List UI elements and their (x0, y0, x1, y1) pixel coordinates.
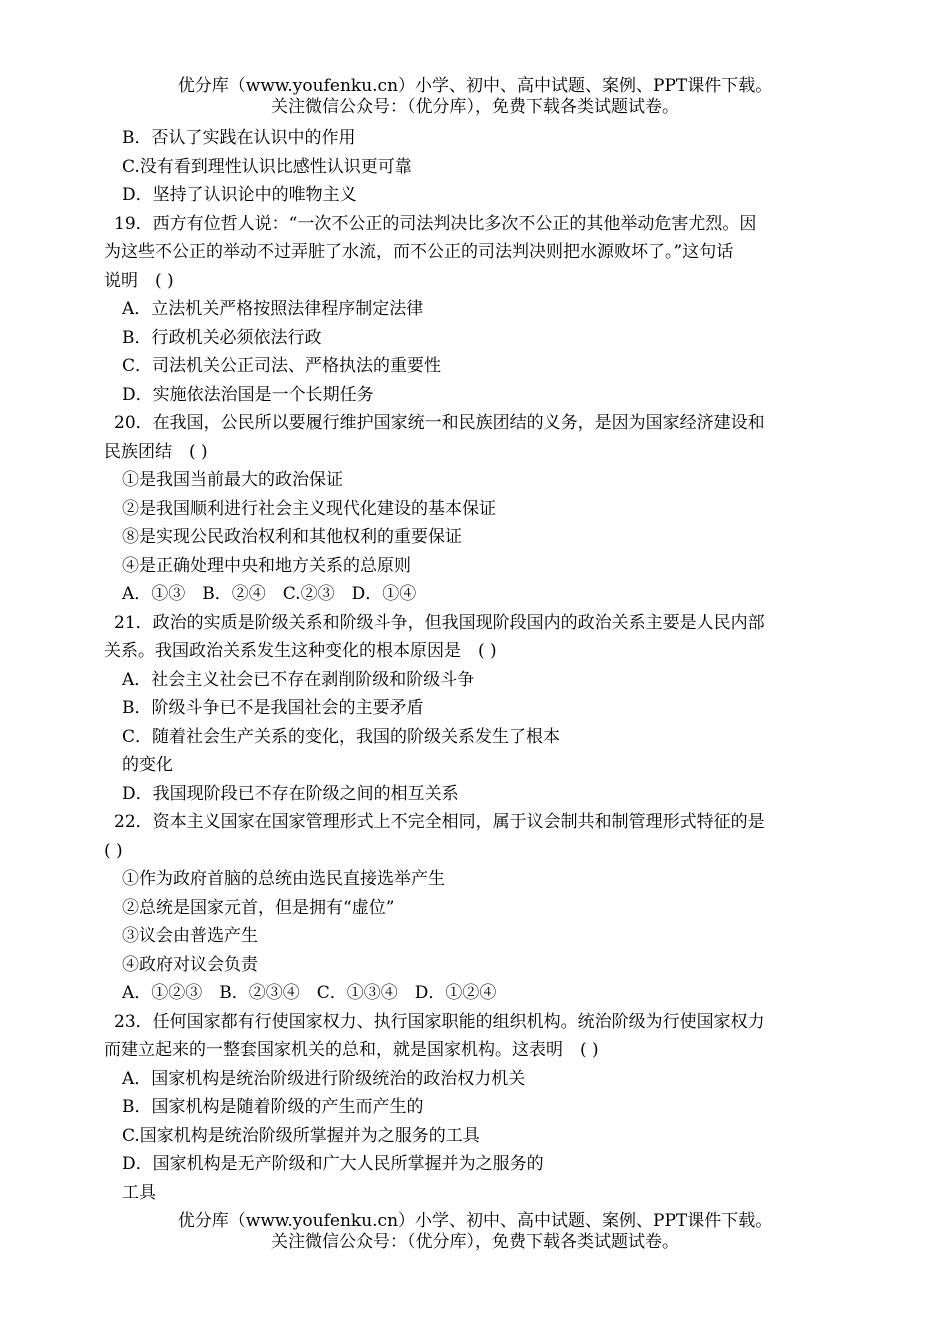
footer-line-1: 优分库（www.youfenku.cn）小学、初中、高中试题、案例、PPT课件下载。 (177, 1211, 773, 1231)
option-a: A．立法机关严格按照法律程序制定法律 (122, 299, 424, 319)
statement: ⑧是实现公民政治权利和其他权利的重要保证 (122, 527, 462, 547)
option-d: D．实施依法治国是一个长期任务 (122, 384, 374, 405)
statement: ②是我国顺利进行社会主义现代化建设的基本保证 (122, 498, 496, 519)
question-21-cont: 关系。我国政治关系发生这种变化的根本原因是 ( ) (104, 641, 497, 661)
question-22: 22．资本主义国家在国家管理形式上不完全相同，属于议会制共和制管理形式特征的是 (114, 812, 765, 832)
option-a: A．社会主义社会已不存在剥削阶级和阶级斗争 (122, 669, 475, 690)
footer-line-2: 关注微信公众号：（优分库），免费下载各类试题试卷。 (271, 1232, 679, 1252)
statement: ④是正确处理中央和地方关系的总原则 (122, 555, 411, 576)
option-c: C.国家机构是统治阶级所掌握并为之服务的工具 (122, 1125, 480, 1146)
option-d: D．国家机构是无产阶级和广大人民所掌握并为之服务的 (122, 1154, 544, 1174)
statement: ①是我国当前最大的政治保证 (122, 470, 343, 490)
question-22-cont: ( ) (104, 840, 123, 861)
option-b: B．行政机关必须依法行政 (122, 327, 322, 348)
question-23-cont: 而建立起来的一整套国家机关的总和，就是国家机构。这表明 ( ) (104, 1040, 599, 1060)
question-23: 23．任何国家都有行使国家权力、执行国家职能的组织机构。统治阶级为行使国家权力 (114, 1011, 765, 1032)
question-20: 20．在我国，公民所以要履行维护国家统一和民族团结的义务，是因为国家经济建设和 (114, 413, 765, 433)
option-c: C.没有看到理性认识比感性认识更可靠 (122, 156, 412, 177)
option-b: B．阶级斗争已不是我国社会的主要矛盾 (122, 698, 424, 718)
option-c: C．随着社会生产关系的变化，我国的阶级关系发生了根本 (122, 726, 561, 747)
question-21: 21．政治的实质是阶级关系和阶级斗争，但我国现阶段国内的政治关系主要是人民内部 (114, 612, 765, 633)
answer-choices: A．①②③ B．②③④ C．①③④ D．①②④ (122, 983, 497, 1003)
question-19-cont: 说明 ( ) (104, 270, 174, 291)
option-b: B．否认了实践在认识中的作用 (122, 128, 356, 148)
answer-choices: A．①③ B．②④ C.②③ D．①④ (122, 584, 417, 604)
option-d-cont: 工具 (122, 1182, 156, 1203)
page-header (0, 76, 950, 118)
statement: ①作为政府首脑的总统由选民直接选举产生 (122, 869, 445, 889)
option-d: D．我国现阶段已不存在阶级之间的相互关系 (122, 783, 459, 804)
page-footer (0, 1211, 950, 1253)
option-d: D．坚持了认识论中的唯物主义 (122, 185, 357, 205)
option-b: B．国家机构是随着阶级的产生而产生的 (122, 1097, 424, 1117)
header-line-1: 优分库（www.youfenku.cn）小学、初中、高中试题、案例、PPT课件下载。 (177, 76, 773, 96)
statement: ④政府对议会负责 (122, 954, 258, 975)
exam-content (104, 124, 849, 1207)
option-c-cont: 的变化 (122, 755, 173, 775)
question-19: 19．西方有位哲人说：“一次不公正的司法判决比多次不公正的其他举动危害尤烈。因 (114, 213, 757, 234)
option-c: C．司法机关公正司法、严格执法的重要性 (122, 356, 442, 376)
question-19-cont: 为这些不公正的举动不过弄脏了水流，而不公正的司法判决则把水源败坏了。”这句话 (104, 242, 734, 262)
statement: ②总统是国家元首，但是拥有“虚位” (122, 897, 395, 918)
statement: ③议会由普选产生 (122, 926, 258, 946)
question-20-cont: 民族团结 ( ) (104, 441, 208, 462)
option-a: A．国家机构是统治阶级进行阶级统治的政治权力机关 (122, 1068, 526, 1089)
header-line-2: 关注微信公众号：（优分库），免费下载各类试题试卷。 (271, 97, 679, 117)
